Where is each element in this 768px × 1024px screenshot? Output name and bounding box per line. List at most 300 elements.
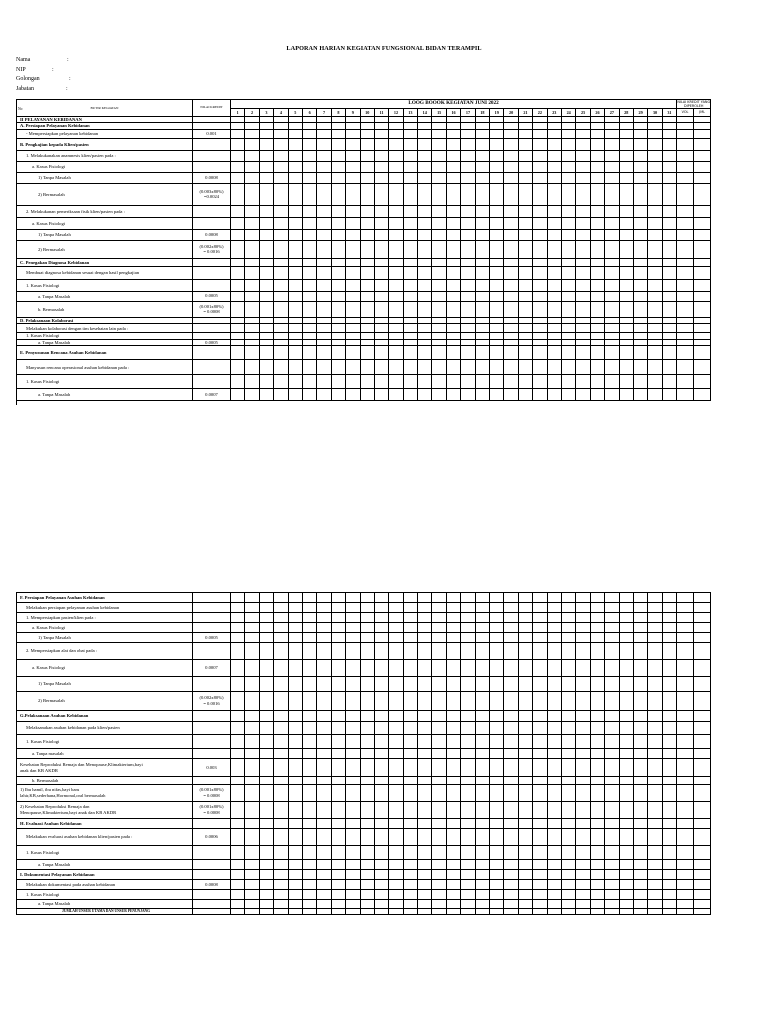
- log-entry-cell[interactable]: [259, 389, 273, 401]
- log-entry-cell[interactable]: [389, 749, 403, 759]
- log-entry-cell[interactable]: [432, 138, 446, 150]
- log-entry-cell[interactable]: [475, 205, 489, 217]
- log-entry-cell[interactable]: [475, 623, 489, 633]
- log-entry-cell[interactable]: [662, 279, 676, 291]
- log-entry-cell[interactable]: [346, 603, 360, 613]
- log-entry-cell[interactable]: [490, 846, 504, 860]
- log-entry-cell[interactable]: [475, 324, 489, 333]
- log-entry-cell[interactable]: [648, 183, 662, 205]
- log-entry-cell[interactable]: [446, 777, 460, 785]
- log-entry-cell[interactable]: [432, 829, 446, 846]
- log-entry-cell[interactable]: [490, 777, 504, 785]
- log-entry-cell[interactable]: [633, 900, 647, 909]
- log-entry-cell[interactable]: [576, 623, 590, 633]
- log-entry-cell[interactable]: [403, 677, 417, 692]
- log-entry-cell[interactable]: [561, 360, 575, 375]
- log-entry-cell[interactable]: [662, 205, 676, 217]
- log-entry-cell[interactable]: [576, 785, 590, 802]
- log-entry-cell[interactable]: [461, 735, 475, 749]
- log-entry-cell[interactable]: [693, 802, 711, 819]
- log-entry-cell[interactable]: [317, 846, 331, 860]
- log-entry-cell[interactable]: [590, 860, 604, 870]
- log-entry-cell[interactable]: [346, 735, 360, 749]
- log-entry-cell[interactable]: [693, 735, 711, 749]
- log-entry-cell[interactable]: [389, 129, 403, 138]
- log-entry-cell[interactable]: [446, 660, 460, 677]
- log-entry-cell[interactable]: [446, 802, 460, 819]
- log-entry-cell[interactable]: [648, 339, 662, 346]
- log-entry-cell[interactable]: [648, 785, 662, 802]
- log-entry-cell[interactable]: [418, 161, 432, 172]
- log-entry-cell[interactable]: [504, 860, 518, 870]
- log-entry-cell[interactable]: [331, 759, 345, 777]
- log-entry-cell[interactable]: [561, 829, 575, 846]
- log-entry-cell[interactable]: [605, 183, 619, 205]
- log-entry-cell[interactable]: [403, 291, 417, 301]
- log-entry-cell[interactable]: [518, 375, 532, 389]
- log-entry-cell[interactable]: [518, 301, 532, 317]
- log-entry-cell[interactable]: [677, 183, 694, 205]
- log-entry-cell[interactable]: [389, 266, 403, 279]
- log-entry-cell[interactable]: [648, 846, 662, 860]
- log-entry-cell[interactable]: [288, 266, 302, 279]
- log-entry-cell[interactable]: [533, 183, 547, 205]
- log-entry-cell[interactable]: [446, 735, 460, 749]
- log-entry-cell[interactable]: [662, 161, 676, 172]
- log-entry-cell[interactable]: [346, 759, 360, 777]
- log-entry-cell[interactable]: [547, 172, 561, 183]
- log-entry-cell[interactable]: [245, 692, 259, 711]
- log-entry-cell[interactable]: [576, 722, 590, 735]
- log-entry-cell[interactable]: [274, 623, 288, 633]
- log-entry-cell[interactable]: [518, 660, 532, 677]
- log-entry-cell[interactable]: [389, 291, 403, 301]
- log-entry-cell[interactable]: [648, 829, 662, 846]
- log-entry-cell[interactable]: [231, 389, 245, 401]
- log-entry-cell[interactable]: [662, 229, 676, 240]
- log-entry-cell[interactable]: [504, 870, 518, 880]
- log-entry-cell[interactable]: [461, 846, 475, 860]
- log-entry-cell[interactable]: [533, 785, 547, 802]
- log-entry-cell[interactable]: [633, 301, 647, 317]
- log-entry-cell[interactable]: [231, 258, 245, 266]
- log-entry-cell[interactable]: [302, 301, 316, 317]
- log-entry-cell[interactable]: [605, 633, 619, 643]
- log-entry-cell[interactable]: [662, 677, 676, 692]
- log-entry-cell[interactable]: [418, 829, 432, 846]
- log-entry-cell[interactable]: [633, 880, 647, 890]
- log-entry-cell[interactable]: [245, 623, 259, 633]
- log-entry-cell[interactable]: [302, 785, 316, 802]
- log-entry-cell[interactable]: [259, 819, 273, 829]
- log-entry-cell[interactable]: [317, 677, 331, 692]
- log-entry-cell[interactable]: [317, 660, 331, 677]
- log-entry-cell[interactable]: [446, 870, 460, 880]
- log-entry-cell[interactable]: [231, 735, 245, 749]
- log-entry-cell[interactable]: [446, 711, 460, 722]
- log-entry-cell[interactable]: [504, 266, 518, 279]
- log-entry-cell[interactable]: [547, 660, 561, 677]
- log-entry-cell[interactable]: [374, 633, 388, 643]
- log-entry-cell[interactable]: [331, 802, 345, 819]
- log-entry-cell[interactable]: [490, 205, 504, 217]
- log-entry-cell[interactable]: [288, 346, 302, 360]
- log-entry-cell[interactable]: [245, 829, 259, 846]
- log-entry-cell[interactable]: [274, 785, 288, 802]
- log-entry-cell[interactable]: [518, 623, 532, 633]
- log-entry-cell[interactable]: [288, 860, 302, 870]
- log-entry-cell[interactable]: [533, 150, 547, 161]
- log-entry-cell[interactable]: [619, 900, 633, 909]
- log-entry-cell[interactable]: [446, 217, 460, 229]
- log-entry-cell[interactable]: [648, 613, 662, 623]
- log-entry-cell[interactable]: [389, 375, 403, 389]
- log-entry-cell[interactable]: [504, 759, 518, 777]
- log-entry-cell[interactable]: [662, 890, 676, 900]
- log-entry-cell[interactable]: [432, 846, 446, 860]
- log-entry-cell[interactable]: [231, 375, 245, 389]
- log-entry-cell[interactable]: [346, 643, 360, 660]
- log-entry-cell[interactable]: [533, 692, 547, 711]
- log-entry-cell[interactable]: [547, 240, 561, 258]
- log-entry-cell[interactable]: [504, 643, 518, 660]
- log-entry-cell[interactable]: [259, 759, 273, 777]
- log-entry-cell[interactable]: [504, 846, 518, 860]
- log-entry-cell[interactable]: [259, 623, 273, 633]
- log-entry-cell[interactable]: [288, 217, 302, 229]
- log-entry-cell[interactable]: [317, 777, 331, 785]
- log-entry-cell[interactable]: [504, 900, 518, 909]
- log-entry-cell[interactable]: [346, 138, 360, 150]
- log-entry-cell[interactable]: [360, 660, 374, 677]
- log-entry-cell[interactable]: [590, 603, 604, 613]
- log-entry-cell[interactable]: [432, 346, 446, 360]
- log-entry-cell[interactable]: [331, 785, 345, 802]
- log-entry-cell[interactable]: [418, 593, 432, 603]
- log-entry-cell[interactable]: [446, 603, 460, 613]
- log-entry-cell[interactable]: [360, 846, 374, 860]
- log-entry-cell[interactable]: [446, 613, 460, 623]
- log-entry-cell[interactable]: [605, 291, 619, 301]
- log-entry-cell[interactable]: [518, 819, 532, 829]
- log-entry-cell[interactable]: [418, 900, 432, 909]
- log-entry-cell[interactable]: [533, 759, 547, 777]
- log-entry-cell[interactable]: [403, 785, 417, 802]
- log-entry-cell[interactable]: [475, 909, 489, 915]
- log-entry-cell[interactable]: [360, 150, 374, 161]
- log-entry-cell[interactable]: [446, 266, 460, 279]
- log-entry-cell[interactable]: [677, 603, 694, 613]
- log-entry-cell[interactable]: [547, 623, 561, 633]
- log-entry-cell[interactable]: [245, 677, 259, 692]
- log-entry-cell[interactable]: [461, 183, 475, 205]
- log-entry-cell[interactable]: [346, 613, 360, 623]
- log-entry-cell[interactable]: [245, 301, 259, 317]
- log-entry-cell[interactable]: [446, 593, 460, 603]
- log-entry-cell[interactable]: [561, 266, 575, 279]
- log-entry-cell[interactable]: [245, 291, 259, 301]
- log-entry-cell[interactable]: [590, 880, 604, 890]
- log-entry-cell[interactable]: [346, 279, 360, 291]
- log-entry-cell[interactable]: [590, 279, 604, 291]
- log-entry-cell[interactable]: [418, 266, 432, 279]
- log-entry-cell[interactable]: [605, 172, 619, 183]
- log-entry-cell[interactable]: [389, 777, 403, 785]
- log-entry-cell[interactable]: [475, 375, 489, 389]
- log-entry-cell[interactable]: [475, 880, 489, 890]
- log-entry-cell[interactable]: [490, 613, 504, 623]
- log-entry-cell[interactable]: [274, 240, 288, 258]
- log-entry-cell[interactable]: [302, 623, 316, 633]
- log-entry-cell[interactable]: [547, 205, 561, 217]
- log-entry-cell[interactable]: [259, 909, 273, 915]
- log-entry-cell[interactable]: [561, 870, 575, 880]
- log-entry-cell[interactable]: [590, 266, 604, 279]
- log-entry-cell[interactable]: [446, 240, 460, 258]
- log-entry-cell[interactable]: [403, 346, 417, 360]
- log-entry-cell[interactable]: [331, 217, 345, 229]
- log-entry-cell[interactable]: [504, 890, 518, 900]
- log-entry-cell[interactable]: [533, 677, 547, 692]
- log-entry-cell[interactable]: [518, 229, 532, 240]
- log-entry-cell[interactable]: [403, 722, 417, 735]
- log-entry-cell[interactable]: [547, 603, 561, 613]
- log-entry-cell[interactable]: [475, 633, 489, 643]
- log-entry-cell[interactable]: [331, 346, 345, 360]
- log-entry-cell[interactable]: [490, 890, 504, 900]
- log-entry-cell[interactable]: [245, 217, 259, 229]
- log-entry-cell[interactable]: [590, 722, 604, 735]
- log-entry-cell[interactable]: [677, 229, 694, 240]
- log-entry-cell[interactable]: [259, 229, 273, 240]
- log-entry-cell[interactable]: [490, 880, 504, 890]
- log-entry-cell[interactable]: [533, 346, 547, 360]
- log-entry-cell[interactable]: [317, 346, 331, 360]
- log-entry-cell[interactable]: [633, 633, 647, 643]
- log-entry-cell[interactable]: [403, 802, 417, 819]
- log-entry-cell[interactable]: [518, 172, 532, 183]
- log-entry-cell[interactable]: [475, 802, 489, 819]
- log-entry-cell[interactable]: [288, 375, 302, 389]
- log-entry-cell[interactable]: [331, 643, 345, 660]
- log-entry-cell[interactable]: [317, 722, 331, 735]
- log-entry-cell[interactable]: [274, 291, 288, 301]
- log-entry-cell[interactable]: [389, 692, 403, 711]
- log-entry-cell[interactable]: [633, 777, 647, 785]
- log-entry-cell[interactable]: [693, 172, 711, 183]
- log-entry-cell[interactable]: [677, 722, 694, 735]
- log-entry-cell[interactable]: [389, 909, 403, 915]
- log-entry-cell[interactable]: [317, 183, 331, 205]
- log-entry-cell[interactable]: [389, 633, 403, 643]
- log-entry-cell[interactable]: [274, 205, 288, 217]
- log-entry-cell[interactable]: [533, 161, 547, 172]
- log-entry-cell[interactable]: [633, 389, 647, 401]
- log-entry-cell[interactable]: [317, 623, 331, 633]
- log-entry-cell[interactable]: [331, 603, 345, 613]
- log-entry-cell[interactable]: [231, 711, 245, 722]
- log-entry-cell[interactable]: [504, 909, 518, 915]
- log-entry-cell[interactable]: [432, 129, 446, 138]
- log-entry-cell[interactable]: [245, 258, 259, 266]
- log-entry-cell[interactable]: [693, 633, 711, 643]
- log-entry-cell[interactable]: [662, 711, 676, 722]
- log-entry-cell[interactable]: [274, 183, 288, 205]
- log-entry-cell[interactable]: [360, 633, 374, 643]
- log-entry-cell[interactable]: [288, 749, 302, 759]
- log-entry-cell[interactable]: [677, 623, 694, 633]
- log-entry-cell[interactable]: [590, 375, 604, 389]
- log-entry-cell[interactable]: [274, 677, 288, 692]
- log-entry-cell[interactable]: [605, 613, 619, 623]
- log-entry-cell[interactable]: [590, 360, 604, 375]
- log-entry-cell[interactable]: [259, 183, 273, 205]
- log-entry-cell[interactable]: [331, 183, 345, 205]
- log-entry-cell[interactable]: [389, 613, 403, 623]
- log-entry-cell[interactable]: [504, 172, 518, 183]
- log-entry-cell[interactable]: [633, 890, 647, 900]
- log-entry-cell[interactable]: [418, 722, 432, 735]
- log-entry-cell[interactable]: [259, 266, 273, 279]
- log-entry-cell[interactable]: [490, 360, 504, 375]
- log-entry-cell[interactable]: [403, 150, 417, 161]
- log-entry-cell[interactable]: [475, 860, 489, 870]
- log-entry-cell[interactable]: [693, 860, 711, 870]
- log-entry-cell[interactable]: [490, 802, 504, 819]
- log-entry-cell[interactable]: [475, 217, 489, 229]
- log-entry-cell[interactable]: [432, 711, 446, 722]
- log-entry-cell[interactable]: [389, 623, 403, 633]
- log-entry-cell[interactable]: [418, 129, 432, 138]
- log-entry-cell[interactable]: [518, 880, 532, 890]
- log-entry-cell[interactable]: [245, 375, 259, 389]
- log-entry-cell[interactable]: [561, 890, 575, 900]
- log-entry-cell[interactable]: [590, 161, 604, 172]
- log-entry-cell[interactable]: [302, 711, 316, 722]
- log-entry-cell[interactable]: [446, 909, 460, 915]
- log-entry-cell[interactable]: [418, 339, 432, 346]
- log-entry-cell[interactable]: [533, 900, 547, 909]
- log-entry-cell[interactable]: [533, 735, 547, 749]
- log-entry-cell[interactable]: [374, 150, 388, 161]
- log-entry-cell[interactable]: [561, 633, 575, 643]
- log-entry-cell[interactable]: [346, 677, 360, 692]
- log-entry-cell[interactable]: [518, 643, 532, 660]
- log-entry-cell[interactable]: [662, 722, 676, 735]
- log-entry-cell[interactable]: [259, 890, 273, 900]
- log-entry-cell[interactable]: [389, 722, 403, 735]
- log-entry-cell[interactable]: [331, 205, 345, 217]
- log-entry-cell[interactable]: [547, 819, 561, 829]
- log-entry-cell[interactable]: [446, 846, 460, 860]
- log-entry-cell[interactable]: [418, 677, 432, 692]
- log-entry-cell[interactable]: [418, 240, 432, 258]
- log-entry-cell[interactable]: [590, 291, 604, 301]
- log-entry-cell[interactable]: [605, 759, 619, 777]
- log-entry-cell[interactable]: [432, 258, 446, 266]
- log-entry-cell[interactable]: [274, 777, 288, 785]
- log-entry-cell[interactable]: [245, 129, 259, 138]
- log-entry-cell[interactable]: [446, 205, 460, 217]
- log-entry-cell[interactable]: [605, 735, 619, 749]
- log-entry-cell[interactable]: [648, 890, 662, 900]
- log-entry-cell[interactable]: [360, 266, 374, 279]
- log-entry-cell[interactable]: [677, 860, 694, 870]
- log-entry-cell[interactable]: [677, 819, 694, 829]
- log-entry-cell[interactable]: [633, 279, 647, 291]
- log-entry-cell[interactable]: [288, 711, 302, 722]
- log-entry-cell[interactable]: [475, 161, 489, 172]
- log-entry-cell[interactable]: [288, 785, 302, 802]
- log-entry-cell[interactable]: [446, 633, 460, 643]
- log-entry-cell[interactable]: [288, 759, 302, 777]
- log-entry-cell[interactable]: [504, 389, 518, 401]
- log-entry-cell[interactable]: [461, 360, 475, 375]
- log-entry-cell[interactable]: [418, 880, 432, 890]
- log-entry-cell[interactable]: [677, 759, 694, 777]
- log-entry-cell[interactable]: [490, 375, 504, 389]
- log-entry-cell[interactable]: [446, 785, 460, 802]
- log-entry-cell[interactable]: [403, 217, 417, 229]
- log-entry-cell[interactable]: [677, 677, 694, 692]
- log-entry-cell[interactable]: [403, 324, 417, 333]
- log-entry-cell[interactable]: [605, 346, 619, 360]
- log-entry-cell[interactable]: [693, 785, 711, 802]
- log-entry-cell[interactable]: [231, 623, 245, 633]
- log-entry-cell[interactable]: [648, 266, 662, 279]
- log-entry-cell[interactable]: [547, 593, 561, 603]
- log-entry-cell[interactable]: [605, 870, 619, 880]
- log-entry-cell[interactable]: [231, 880, 245, 890]
- log-entry-cell[interactable]: [461, 660, 475, 677]
- log-entry-cell[interactable]: [331, 623, 345, 633]
- log-entry-cell[interactable]: [561, 258, 575, 266]
- log-entry-cell[interactable]: [576, 829, 590, 846]
- log-entry-cell[interactable]: [432, 205, 446, 217]
- log-entry-cell[interactable]: [590, 593, 604, 603]
- log-entry-cell[interactable]: [360, 138, 374, 150]
- log-entry-cell[interactable]: [504, 279, 518, 291]
- log-entry-cell[interactable]: [677, 389, 694, 401]
- log-entry-cell[interactable]: [605, 819, 619, 829]
- log-entry-cell[interactable]: [576, 324, 590, 333]
- log-entry-cell[interactable]: [231, 339, 245, 346]
- log-entry-cell[interactable]: [561, 183, 575, 205]
- log-entry-cell[interactable]: [576, 172, 590, 183]
- log-entry-cell[interactable]: [533, 324, 547, 333]
- log-entry-cell[interactable]: [547, 802, 561, 819]
- log-entry-cell[interactable]: [648, 603, 662, 613]
- log-entry-cell[interactable]: [374, 880, 388, 890]
- log-entry-cell[interactable]: [346, 623, 360, 633]
- log-entry-cell[interactable]: [403, 860, 417, 870]
- log-entry-cell[interactable]: [231, 229, 245, 240]
- log-entry-cell[interactable]: [693, 880, 711, 890]
- log-entry-cell[interactable]: [693, 129, 711, 138]
- log-entry-cell[interactable]: [331, 735, 345, 749]
- log-entry-cell[interactable]: [274, 389, 288, 401]
- log-entry-cell[interactable]: [576, 749, 590, 759]
- log-entry-cell[interactable]: [677, 279, 694, 291]
- log-entry-cell[interactable]: [561, 677, 575, 692]
- log-entry-cell[interactable]: [274, 829, 288, 846]
- log-entry-cell[interactable]: [619, 389, 633, 401]
- log-entry-cell[interactable]: [605, 711, 619, 722]
- log-entry-cell[interactable]: [288, 880, 302, 890]
- log-entry-cell[interactable]: [648, 900, 662, 909]
- log-entry-cell[interactable]: [231, 279, 245, 291]
- log-entry-cell[interactable]: [677, 829, 694, 846]
